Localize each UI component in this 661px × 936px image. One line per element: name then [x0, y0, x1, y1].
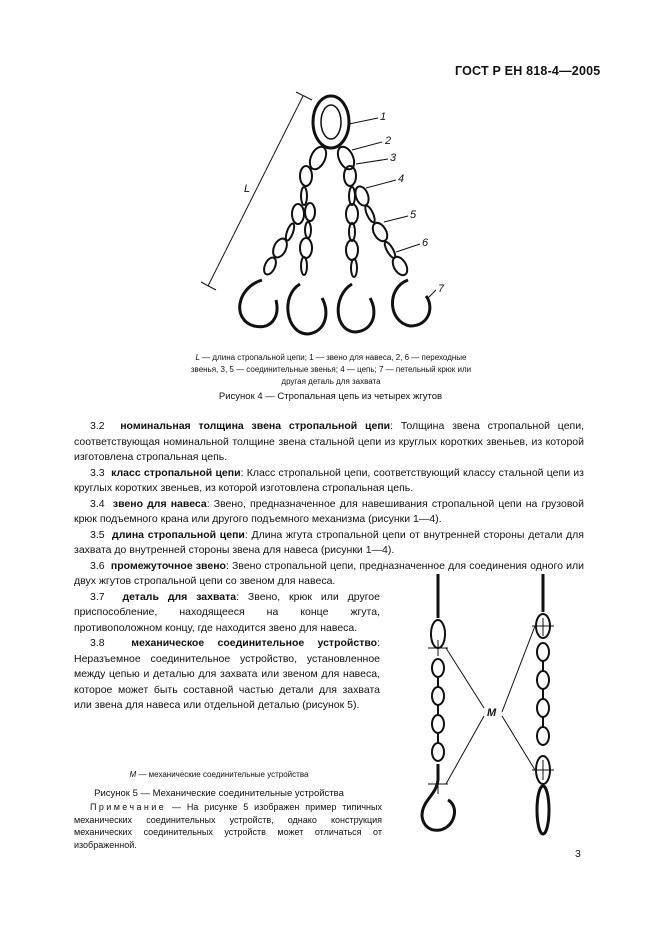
figure-4-caption: Рисунок 4 — Стропальная цепь из четырех жгутов	[218, 391, 443, 402]
figure-4-legend	[186, 352, 476, 388]
definition-3-8: 3.8 механическое соединительное устройство: Неразъемное соединительное устройство, установленное между цепью и деталью для захвата или звеном для навеса, которое может быть составной частью детали для захвата или звена для навеса или отдельной деталью (рисунок 5).	[74, 637, 380, 711]
page-number: 3	[575, 848, 581, 860]
figure-5-legend	[74, 770, 364, 779]
definition-3-4: 3.4 звено для навеса: Звено, предназначенное для навешивания стропальной цепи на грузовой крюк подъемного крана или другого подъемного механизма (рисунки 1—4).	[74, 497, 584, 525]
dimension-label: L	[244, 183, 251, 195]
definition-term: номинальная толщина звена стропальной цепи	[120, 420, 391, 432]
callout-6: 6	[422, 237, 429, 249]
callout-1: 1	[380, 111, 387, 123]
callout-5: 5	[410, 209, 417, 221]
definition-term: длина стропальной цепи	[112, 528, 245, 541]
callout-3: 3	[390, 152, 397, 164]
definition-term: деталь для захвата	[122, 590, 237, 603]
definition-3-5: 3.5 длина стропальной цепи: Длина жгута стропальной цепи от внутренней стороны детали для захвата до внутренней стороны звена для навеса (рисунки 1—4).	[74, 528, 584, 556]
definition-term: звено для навеса	[112, 497, 207, 510]
figure-5-mechanical-couplings	[398, 568, 578, 838]
definition-3-2: 3.2 номинальная толщина звена стропальной цепи: Толщина звена стропальной цепи, соответствующая номинальной толщине звена стальной цепи из круглых коротких звеньев, из которой изготовлена стропальная цепь.	[74, 420, 584, 463]
note-label: Примечание	[90, 802, 167, 812]
definition-3-7: 3.7 деталь для захвата: Звено, крюк или другое приспособление, находящееся на конце жгута, противоположном концу, где находится звено для навеса.	[74, 590, 380, 634]
callout-7: 7	[438, 283, 445, 295]
definition-term: промежуточное звено	[110, 559, 226, 572]
definition-term: механическое соединительное устройство	[131, 637, 378, 649]
document-header: ГОСТ Р ЕН 818-4—2005	[455, 64, 601, 78]
definition-3-3: 3.3 класс стропальной цепи: Класс стропальной цепи, соответствующий классу стальной цепи из круглых коротких звеньев, из которой изготовлена стропальная цепь.	[74, 466, 584, 494]
figure-5-label-m: M	[487, 707, 497, 719]
note	[74, 801, 382, 851]
figure-5-caption: Рисунок 5 — Механические соединительные устройства	[94, 788, 344, 799]
legend-5-text: — механические соединительные устройства	[136, 770, 309, 779]
legend-l-symbol: L	[195, 353, 200, 362]
legend-4-text: — длина стропальной цепи; 1 — звено для навеса, 2, 6 — переходные звенья, 3, 5 — соединительные звенья; 4 — цепь; 7 — петельный крюк или другая деталь для захвата	[190, 353, 472, 386]
callout-4: 4	[398, 173, 405, 185]
note-text: — На рисунке 5 изображен пример типичных механических соединительных устройств, однако конструкция механических соединительных устройств может отличаться от изображенной.	[74, 802, 382, 850]
callout-2: 2	[385, 135, 392, 147]
legend-m-symbol: M	[129, 770, 137, 779]
definition-3-6: 3.6 промежуточное звено: Звено стропальной цепи, предназначенное для соединения одного или двух жгутов стропальной цепи со звеном для навеса.	[74, 559, 584, 587]
figure-4-four-leg-chain-sling	[190, 88, 470, 350]
definition-term: класс стропальной цепи	[111, 466, 241, 479]
